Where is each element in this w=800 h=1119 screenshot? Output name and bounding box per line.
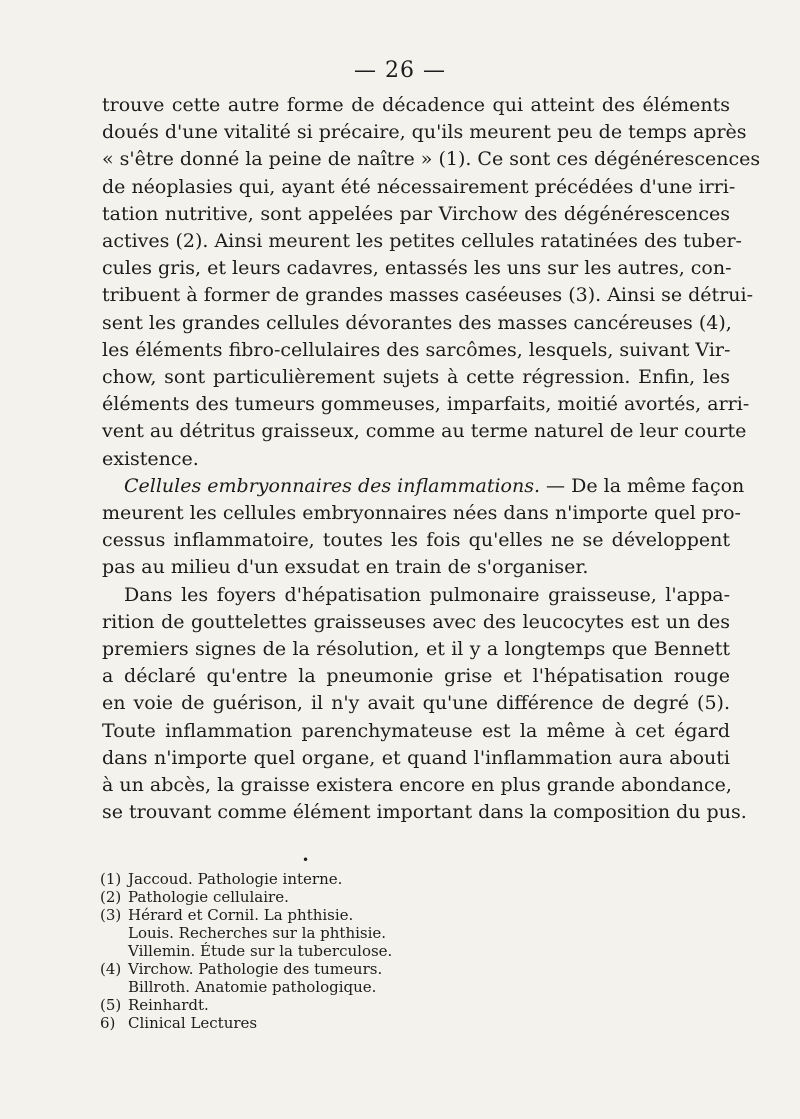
footnote-text: Billroth. Anatomie pathologique. xyxy=(128,978,377,996)
footnote xyxy=(100,906,600,924)
footnote-text: Villemin. Étude sur la tuberculose. xyxy=(128,942,393,960)
text-line: existence. xyxy=(102,447,199,470)
text-line: en voie de guérison, il n'y avait qu'une différence de degré (5). xyxy=(102,692,730,715)
text-line: tribuent à former de grandes masses caséeuses (3). Ainsi se détrui- xyxy=(102,284,754,307)
paragraph-1 xyxy=(102,92,761,473)
text-line: à un abcès, la graisse existera encore en plus grande abondance, xyxy=(102,774,732,797)
page-number: — 26 — xyxy=(354,58,446,83)
body-text xyxy=(102,92,761,826)
footnote xyxy=(100,1014,600,1032)
text-line: chow, sont particulièrement sujets à cette régression. Enfin, les xyxy=(102,366,730,389)
footnotes xyxy=(100,870,600,1032)
text-line: trouve cette autre forme de décadence qui atteint des éléments xyxy=(102,94,730,116)
text-line: tation nutritive, sont appelées par Virchow des dégénérescences xyxy=(102,202,730,225)
text-line: premiers signes de la résolution, et il y a longtemps que Bennett xyxy=(102,638,730,661)
footnote-text: Reinhardt. xyxy=(128,996,209,1014)
footnote-text: Hérard et Cornil. La phthisie. xyxy=(128,906,354,924)
text-line: sent les grandes cellules dévorantes des masses cancéreuses (4), xyxy=(102,311,732,334)
text-line: les éléments fibro-cellulaires des sarcômes, lesquels, suivant Vir- xyxy=(102,338,731,361)
footnote-number: (4) xyxy=(100,960,122,978)
footnote xyxy=(100,870,600,888)
paragraph-3 xyxy=(102,582,747,827)
text-line: Dans les foyers d'hépatisation pulmonaire graisseuse, l'appa- xyxy=(124,583,730,606)
text-line: dans n'importe quel organe, et quand l'inflammation aura abouti xyxy=(102,746,730,769)
footnote xyxy=(100,924,600,942)
footnote xyxy=(100,942,600,960)
text-line: vent au détritus graisseux, comme au terme naturel de leur courte xyxy=(102,420,747,443)
text-line: éléments des tumeurs gommeuses, imparfaits, moitié avortés, arri- xyxy=(102,393,750,416)
text-line: actives (2). Ainsi meurent les petites cellules ratatinées des tuber- xyxy=(102,230,742,253)
paragraph-2-text: — De la même façon xyxy=(540,474,745,497)
text-line: meurent les cellules embryonnaires nées dans n'importe quel pro- xyxy=(102,502,741,525)
text-line: cules gris, et leurs cadavres, entassés les uns sur les autres, con- xyxy=(102,257,732,280)
footnote-number: (3) xyxy=(100,906,122,924)
footnote xyxy=(100,960,600,978)
section-heading: Cellules embryonnaires des inflammations. xyxy=(124,474,541,497)
text-line: « s'être donné la peine de naître » (1). Ce sont ces dégénérescences xyxy=(102,148,761,171)
text-line: pas au milieu d'un exsudat en train de s'organiser. xyxy=(102,556,589,579)
footnote-separator: • xyxy=(302,853,310,867)
footnote xyxy=(100,888,600,906)
footnote-number: 6) xyxy=(100,1014,116,1032)
text-line: se trouvant comme élément important dans la composition du pus. xyxy=(102,801,747,824)
footnote-number: (2) xyxy=(100,888,122,906)
text-line: de néoplasies qui, ayant été nécessairement précédées d'une irri- xyxy=(102,175,736,198)
text-line: Toute inflammation parenchymateuse est la même à cet égard xyxy=(102,719,730,742)
footnote xyxy=(100,978,600,996)
footnote-text: Jaccoud. Pathologie interne. xyxy=(128,870,343,888)
text-line: doués d'une vitalité si précaire, qu'ils meurent peu de temps après xyxy=(102,121,747,144)
text-line: rition de gouttelettes graisseuses avec des leucocytes est un des xyxy=(102,610,730,633)
paragraph-2-first-line xyxy=(102,473,745,500)
paragraph-2 xyxy=(102,473,745,582)
text-line: a déclaré qu'entre la pneumonie grise et l'hépatisation rouge xyxy=(102,665,730,688)
footnote-text: Pathologie cellulaire. xyxy=(128,888,289,906)
footnote-text: Louis. Recherches sur la phthisie. xyxy=(128,924,387,942)
footnote-text: Clinical Lectures xyxy=(128,1014,258,1032)
footnote-text: Virchow. Pathologie des tumeurs. xyxy=(128,960,383,978)
footnote-number: (1) xyxy=(100,870,122,888)
footnote-number: (5) xyxy=(100,996,122,1014)
text-line: cessus inflammatoire, toutes les fois qu'elles ne se développent xyxy=(102,529,730,552)
footnote xyxy=(100,996,600,1014)
